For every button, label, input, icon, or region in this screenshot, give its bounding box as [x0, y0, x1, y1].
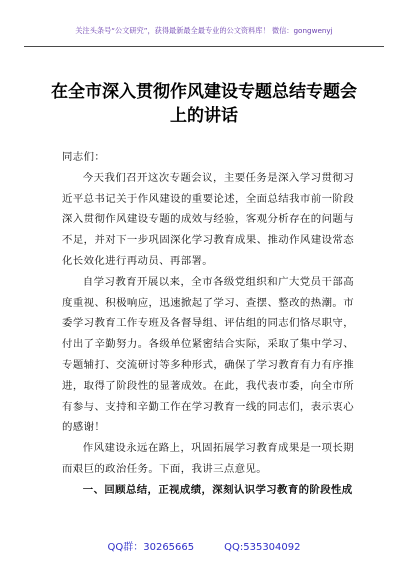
paragraph: 今天我们召开这次专题会议，主要任务是深入学习贯彻习近平总书记关于作风建设的重要论述，全面总结我市前一阶段深入贯彻作风建设专题的成效与经验，客观分析存在的问题与不足，并对下一步巩固深化学习教育成果、推动作风建设常态化长效化进行再动员、再部署。: [62, 171, 354, 267]
salutation: 同志们：: [62, 151, 106, 163]
paragraph: 自学习教育开展以来，全市各级党组织和广大党员干部高度重视、积极响应，迅速掀起了学习、查摆、整改的热潮。市委学习教育工作专班及各督导组、评估组的同志们恪尽职守，付出了辛勤努力。各级单位紧密结合实际，采取了集中学习、专题辅打、交流研讨等多种形式，确保了学习教育有力有序推进，取得了阶段性的显著成效。在此，我代表市委，向全市所有参与、支持和辛勤工作在学习教育一线的同志们，表示衷心的感谢！: [62, 275, 354, 434]
section-heading: 一、回顾总结，正视成绩，深刻认识学习教育的阶段性成: [82, 483, 353, 496]
footer: [0, 538, 408, 553]
document-body: [62, 147, 354, 501]
header-divider: [24, 46, 384, 47]
footer-qq-group: QQ群：30265665: [107, 542, 195, 553]
document-title: 在全市深入贯彻作风建设专题总结专题会上的讲话: [51, 82, 357, 126]
paragraph: 作风建设永远在路上，巩固拓展学习教育成果是一项长期而艰巨的政治任务。下面，我讲三点意见。: [62, 442, 354, 475]
footer-qq-contact: QQ:535304092: [224, 542, 301, 553]
header-note: 关注头条号“公文研究”，获得最新最全最专业的公文资料库！ 微信：gongwenyj: [75, 26, 333, 35]
